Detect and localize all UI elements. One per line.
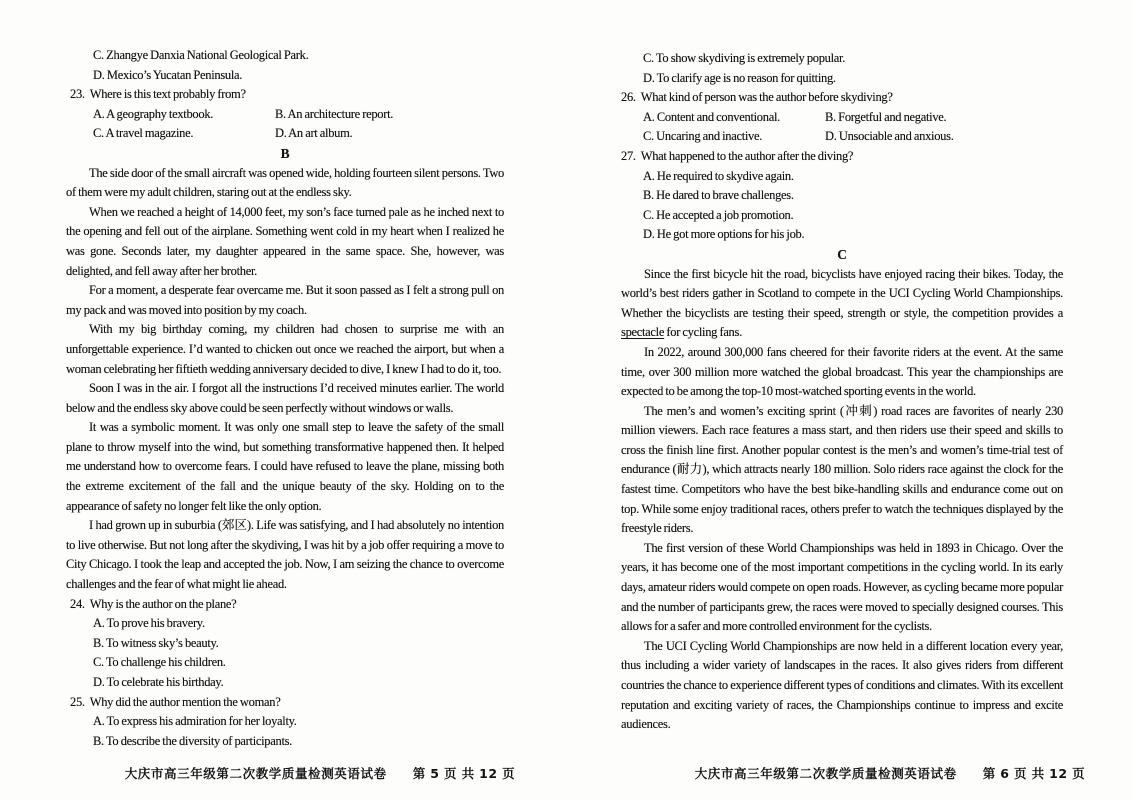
answer-option: D. To celebrate his birthday. [93,675,224,689]
question-23 [66,85,504,105]
question-number: 26. [621,90,636,105]
underlined-word: spectacle [621,325,665,340]
question-27 [621,147,1063,167]
answer-option: B. Forgetful and negative. [825,109,947,124]
answer-option: C. Zhangye Danxia National Geological Park. [93,48,309,62]
passage-paragraph: The men’s and women’s exciting sprint (冲刺) road races are favorites of nearly 230 million viewers. Each race features a mass start, and then riders use their speed and skills to cross the finish line first. Another popular contest is the men’s and women’s time-trial test of endurance (耐力), which attracts nearly 180 million. Solo riders race against the clock for the fastest time. Competitors who have the best bike-handling skills and endurance come out on top. While some enjoy traditional races, others prefer to watch the techniques displayed by the freestyle riders. [621,403,1063,536]
passage-paragraph: It was a symbolic moment. It was only one small step to leave the safety of the small plane to throw myself into the wind, but something transformative happened then. It helped me understand how to overcome fears. I could have refused to leave the plane, missing both the extreme excitement of the fall and the unique beauty of the sky. Holding on to the appearance of safety no longer felt like the only option. [66,420,504,513]
answer-option: B. An architecture report. [275,106,394,121]
question-24 [66,595,504,615]
answer-option: A. He required to skydive again. [643,168,794,183]
passage-paragraph: When we reached a height of 14,000 feet, my son’s face turned pale as he inched next to the opening and fell out of the airplane. Something went cold in my heart when I realized he was gone. Seconds later, my daughter appeared in the same space. She, however, was delighted, and fell away after her brother. [66,204,504,278]
passage-paragraph: I had grown up in suburbia (郊区). Life was satisfying, and I had absolutely no intention to live otherwise. But not long after the skydiving, I was hit by a job offer requiring a move to City Chicago. I took the leap and accepted the job. Now, I am seizing the chance to overcome challenges and the fear of what might lie ahead. [66,518,504,592]
passage-paragraph: The UCI Cycling World Championships are now held in a different location every year, thus including a wider variety of landscapes in the races. It also gives riders from different countries the chance to experience different types of conditions and climates. With its excellent reputation and exciting variety of races, the Championships continue to impress and excite audiences. [621,638,1063,732]
passage-paragraph [621,265,1063,343]
question-text: Why did the author mention the woman? [89,694,281,709]
answer-option: A. A geography textbook. [93,106,214,121]
question-text: What happened to the author after the diving? [640,148,854,163]
answer-option: C. Uncaring and inactive. [643,129,763,144]
passage-paragraph: The first version of these World Championships was held in 1893 in Chicago. Over the years, it has become one of the most important competitions in the cycling world. In its early days, amateur riders would compete on open roads. However, as cycling became more popular and the number of participants grew, the races were moved to specially designed courses. This allows for a safer and more controlled environment for the cyclists. [621,540,1063,634]
answer-option: C. He accepted a job promotion. [643,207,794,222]
exam-page-left [66,0,516,800]
answer-option: A. Content and conventional. [643,109,780,124]
paragraph-text: Since the first bicycle hit the road, bicyclists have enjoyed racing their bikes. Today, the world’s best riders gather in Scotland to compete in the UCI Cycling World Championships. Whether the bicyclists are testing their speed, strength or style, the competition provides a [621,266,1063,320]
section-heading-c: C [837,246,847,262]
answer-option: A. To prove his bravery. [93,616,205,631]
question-text: Why is the author on the plane? [89,596,237,611]
footer-exam-title: 大庆市高三年级第二次教学质量检测英语试卷 [124,766,387,782]
question-number: 23. [70,87,85,102]
question-text: Where is this text probably from? [89,87,246,102]
answer-option: D. He got more options for his job. [643,227,805,242]
question-number: 27. [621,148,636,163]
page-footer [101,764,539,784]
answer-option: C. To show skydiving is extremely popular. [643,51,846,65]
passage-paragraph: The side door of the small aircraft was opened wide, holding fourteen silent persons. Two of them were my adult children, staring out at the endless sky. [66,165,504,200]
options-grid [621,108,1063,147]
answer-option: C. To challenge his children. [93,655,226,670]
answer-option: C. A travel magazine. [93,126,194,141]
question-26 [621,88,1063,108]
answer-option: A. To express his admiration for her loyalty. [93,714,297,729]
question-number: 24. [70,596,85,611]
question-25 [66,693,504,713]
footer-page-indicator: 第 6 页 共 12 页 [982,766,1086,782]
answer-option: D. An art album. [275,126,353,141]
answer-option: D. To clarify age is no reason for quitting. [643,70,836,85]
page-footer [669,764,1111,784]
passage-paragraph: For a moment, a desperate fear overcame me. But it soon passed as I felt a strong pull on my pack and was moved into position by my coach. [66,283,504,317]
question-text: What kind of person was the author before skydiving? [640,90,893,105]
passage-paragraph: In 2022, around 300,000 fans cheered for their favorite riders at the event. At the same time, over 300 million more watched the global broadcast. This year the championships are expected to be among the top-10 most-watched sporting events in the world. [621,344,1063,399]
options-grid [66,105,504,144]
footer-exam-title: 大庆市高三年级第二次教学质量检测英语试卷 [694,766,957,782]
question-number: 25. [70,694,85,709]
paragraph-text: for cycling fans. [664,325,742,340]
passage-paragraph: With my big birthday coming, my children had chosen to surprise me with an unforgettable experience. I’d wanted to chicken out once we reached the airport, but when a woman celebrating her fiftieth wedding anniversary decided to dive, I knew I had to do it, too. [66,322,504,376]
footer-page-indicator: 第 5 页 共 12 页 [412,766,516,782]
answer-option: B. He dared to brave challenges. [643,188,794,203]
answer-option: B. To describe the diversity of participants. [93,733,293,748]
answer-option: D. Unsociable and anxious. [825,129,954,144]
passage-paragraph: Soon I was in the air. I forgot all the instructions I’d received minutes earlier. The world below and the endless sky above could be seen perfectly without windows or walls. [66,381,504,415]
section-heading-b: B [280,145,290,161]
answer-option: D. Mexico’s Yucatan Peninsula. [93,67,243,82]
exam-page-right [621,0,1086,800]
answer-option: B. To witness sky’s beauty. [93,635,219,650]
